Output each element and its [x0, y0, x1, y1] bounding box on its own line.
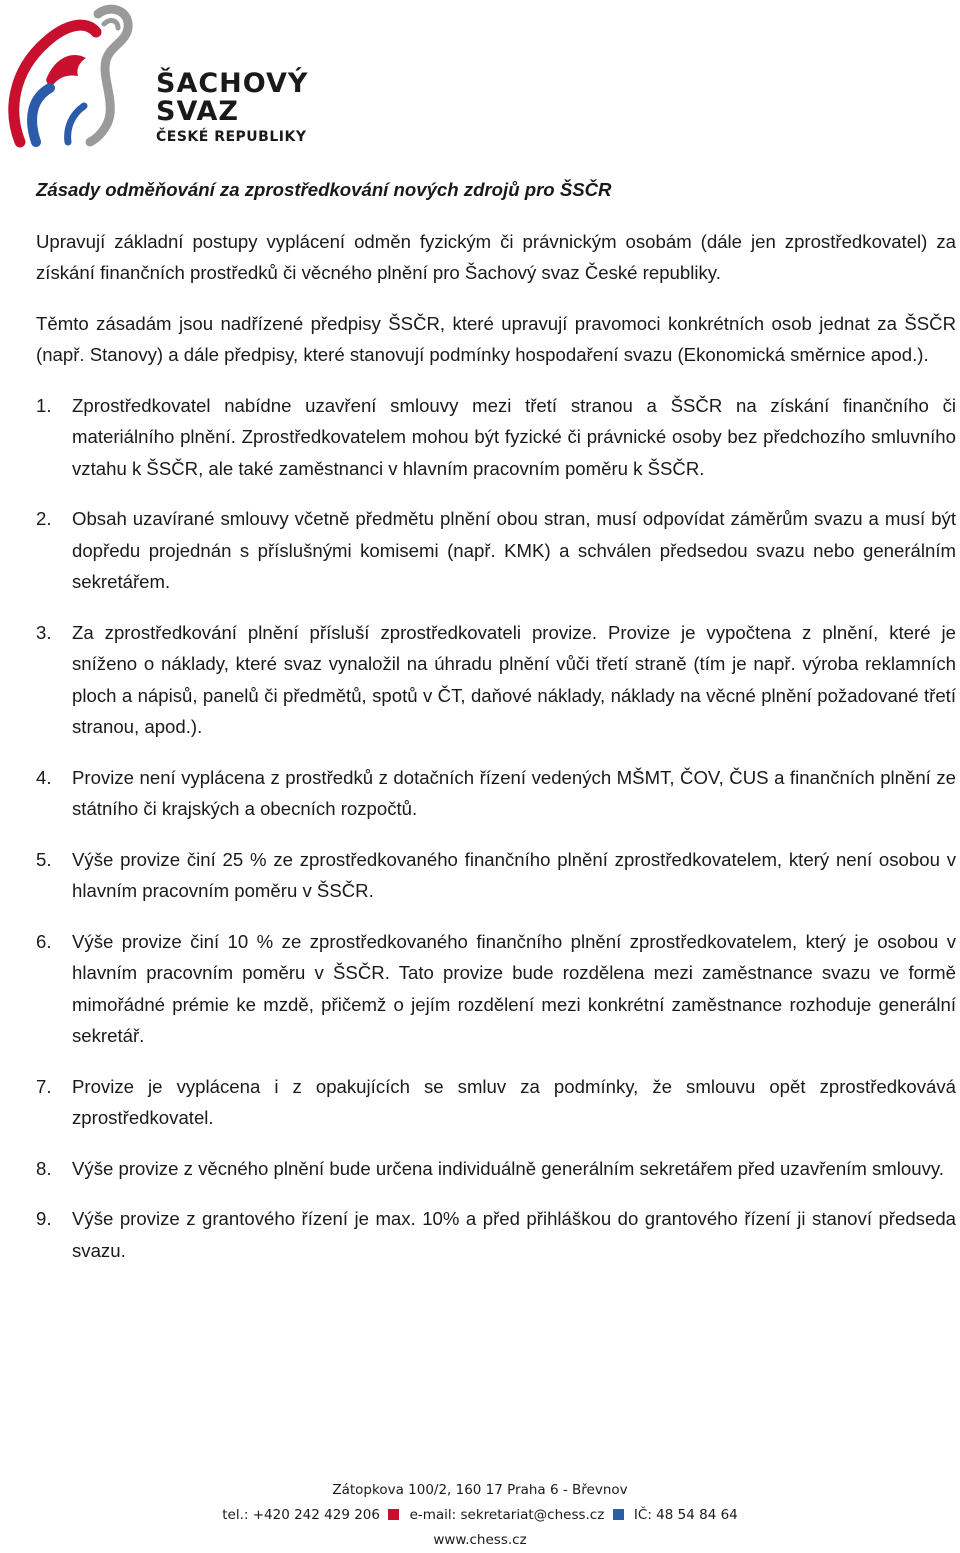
item-number: 4. — [36, 766, 52, 788]
item-text: Výše provize činí 10 % ze zprostředkovaného finančního plnění zprostředkovatelem, který je osobou v hlavním pracovním poměru v ŠSČR. Tato provize bude rozdělena mezi zaměstnance svazu ve formě mimořádné prémie ke mzdě, přičemž o jejím rozdělení mezi konkrétní zaměstnance rozhoduje generální sekretář. — [72, 930, 956, 1046]
page-footer — [0, 1478, 960, 1553]
list-item — [36, 762, 956, 825]
item-text: Provize je vyplácena i z opakujících se smluv za podmínky, že smlouvu opět zprostředkovává zprostředkovatel. — [72, 1075, 956, 1128]
footer-contacts — [0, 1503, 960, 1528]
item-number: 7. — [36, 1075, 52, 1097]
document-body — [36, 174, 956, 1285]
item-text: Výše provize činí 25 % ze zprostředkovaného finančního plnění zprostředkovatelem, který není osobou v hlavním pracovním poměru v ŠSČR. — [72, 848, 956, 901]
item-number: 1. — [36, 394, 52, 416]
item-number: 6. — [36, 930, 52, 952]
list-item — [36, 503, 956, 598]
item-text: Za zprostředkování plnění přísluší zprostředkovateli provize. Provize je vypočtena z plnění, které je sníženo o náklady, které svaz vynaložil na úhradu plnění vůči třetí straně (tím je např. výroba reklamních ploch a nápisů, panelů či předmětů, spotů v ČT, daňové náklady, náklady na věcné plnění požadované třetí stranou, apod.). — [72, 621, 956, 737]
list-item — [36, 844, 956, 907]
intro-paragraph: Upravují základní postupy vyplácení odměn fyzickým či právnickým osobám (dále jen zprostředkovatel) za získání finančních prostředků či věcného plnění pro Šachový svaz České republiky. — [36, 230, 956, 283]
item-text: Zprostředkovatel nabídne uzavření smlouvy mezi třetí stranou a ŠSČR na získání finančního či materiálního plnění. Zprostředkovatelem mohou být fyzické či právnické osoby bez předchozího smluvního vztahu k ŠSČR, ale také zaměstnanci v hlavním pracovním poměru k ŠSČR. — [72, 394, 956, 479]
logo-line-3: ČESKÉ REPUBLIKY — [156, 129, 307, 145]
footer-phone: tel.: +420 242 429 206 — [222, 1507, 380, 1523]
item-number: 5. — [36, 848, 52, 870]
item-number: 2. — [36, 508, 52, 529]
logo-line-1: ŠACHOVÝ — [156, 68, 309, 99]
footer-address: Zátopkova 100/2, 160 17 Praha 6 - Břevnov — [332, 1482, 628, 1498]
list-item — [36, 1203, 956, 1266]
item-number: 3. — [36, 621, 52, 643]
footer-email[interactable]: e-mail: sekretariat@chess.cz — [409, 1507, 605, 1523]
item-text: Obsah uzavírané smlouvy včetně předmětu plnění obou stran, musí odpovídat záměrům svazu a musí být dopředu projednán s příslušnými komisemi (např. KMK) a schválen předsedou svazu nebo generálním sekretářem. — [72, 508, 956, 592]
item-number: 8. — [36, 1157, 52, 1179]
list-item — [36, 1071, 956, 1134]
item-text: Výše provize z věcného plnění bude určena individuálně generálním sekretářem před uzavřením smlouvy. — [72, 1157, 944, 1179]
list-item — [36, 1153, 956, 1185]
document-title: Zásady odměňování za zprostředkování nových zdrojů pro ŠSČR — [36, 179, 612, 200]
intro-paragraph: Těmto zásadám jsou nadřízené předpisy ŠSČR, které upravují pravomoci konkrétních osob jednat za ŠSČR (např. Stanovy) a dále předpisy, které stanovují podmínky hospodaření svazu (Ekonomická směrnice apod.). — [36, 312, 956, 365]
item-number: 9. — [36, 1208, 52, 1229]
logo-line-2: SVAZ — [156, 96, 239, 127]
item-text: Výše provize z grantového řízení je max. 10% a před přihláškou do grantového řízení ji stanoví předseda svazu. — [72, 1208, 956, 1261]
rules-list — [36, 390, 956, 1267]
list-item — [36, 390, 956, 485]
footer-web[interactable]: www.chess.cz — [433, 1532, 527, 1548]
chess-knight-logo-icon — [6, 2, 146, 148]
footer-ico: IČ: 48 54 84 64 — [633, 1507, 738, 1523]
blue-square-icon — [613, 1509, 624, 1520]
logo-wordmark — [156, 70, 308, 146]
red-square-icon — [388, 1509, 399, 1520]
logo — [6, 2, 309, 148]
list-item — [36, 617, 956, 743]
list-item — [36, 926, 956, 1052]
item-text: Provize není vyplácena z prostředků z dotačních řízení vedených MŠMT, ČOV, ČUS a finančních plnění ze státního či krajských a obecních rozpočtů. — [72, 766, 956, 819]
